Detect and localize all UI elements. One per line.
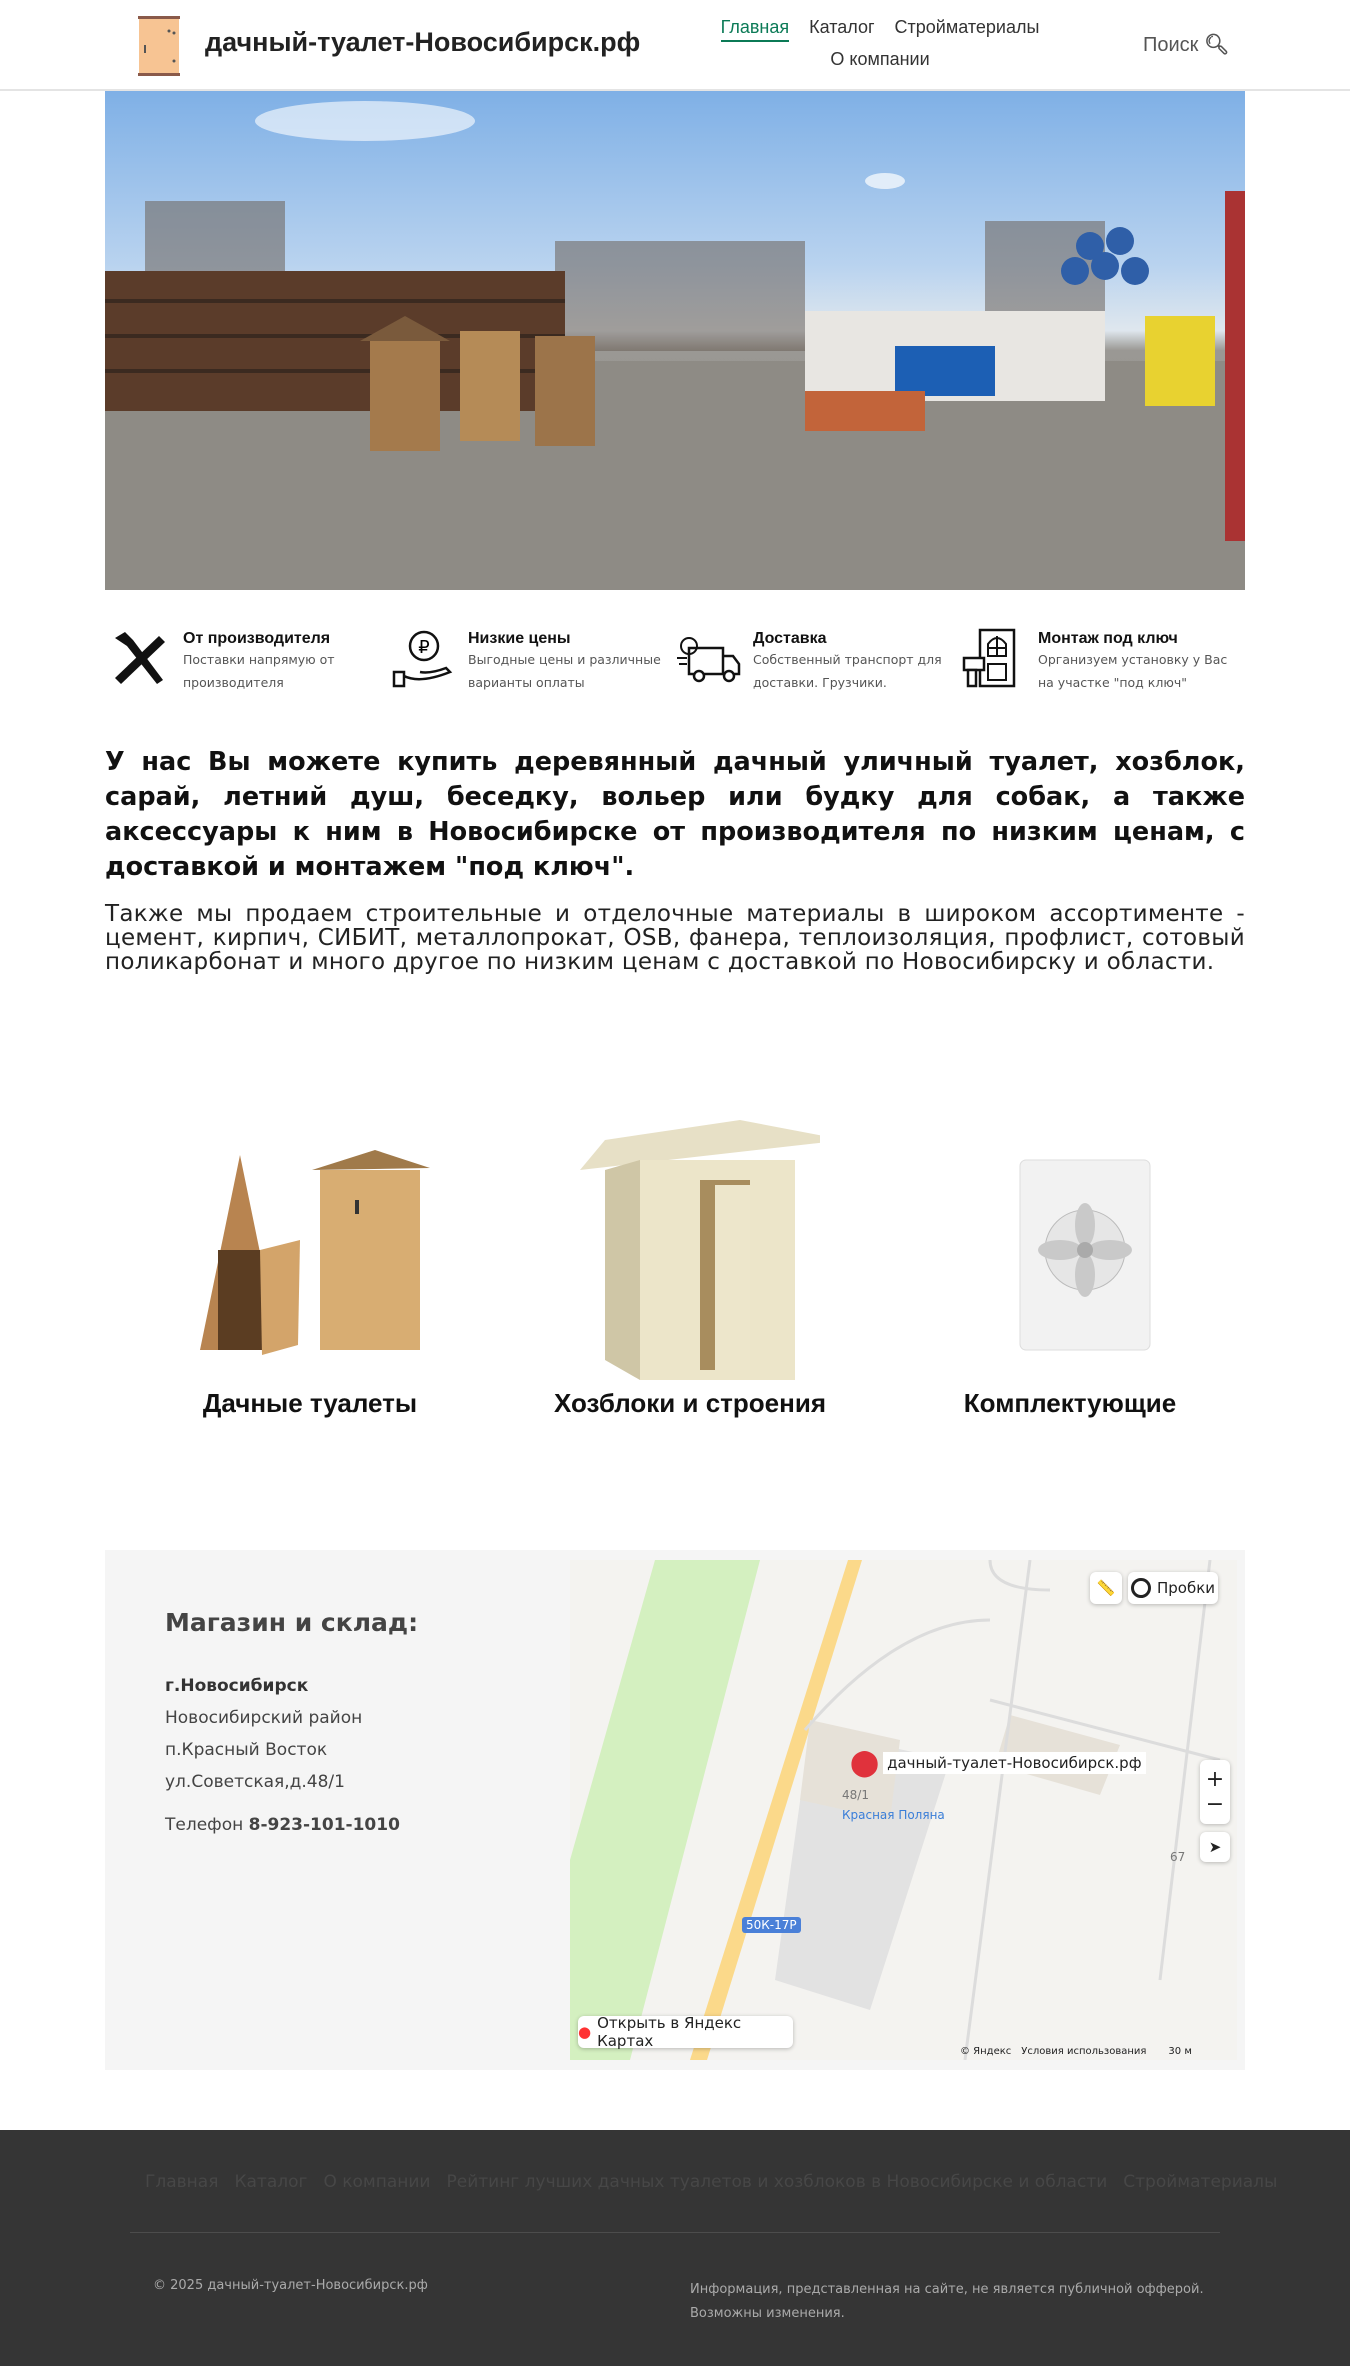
phone-number[interactable]: 8-923-101-1010 bbox=[248, 1815, 400, 1835]
features-row bbox=[105, 628, 1245, 694]
fan-image bbox=[940, 1110, 1200, 1380]
ruler-button[interactable] bbox=[1090, 1572, 1122, 1604]
yandex-map[interactable] bbox=[570, 1560, 1237, 2060]
footer bbox=[0, 2130, 1350, 2366]
feature-title: Доставка bbox=[753, 630, 827, 647]
nav-building-materials[interactable]: Стройматериалы bbox=[894, 17, 1040, 37]
footer-link-rating[interactable]: Рейтинг лучших дачных туалетов и хозблоков в Новосибирске и области bbox=[446, 2172, 1108, 2192]
feature-title: От производителя bbox=[183, 630, 331, 647]
address-settlement: п.Красный Восток bbox=[165, 1740, 328, 1760]
feature-text: Собственный транспорт для доставки. Грузчики. bbox=[753, 652, 942, 690]
location-arrow-icon: ➤ bbox=[1208, 1838, 1222, 1856]
category-title: Хозблоки и строения bbox=[554, 1388, 826, 1418]
ruler-icon: 📏 bbox=[1096, 1579, 1116, 1597]
open-label: Открыть в Яндекс Картах bbox=[597, 2014, 742, 2050]
footer-links bbox=[145, 2172, 1293, 2192]
phone bbox=[165, 1815, 400, 1835]
toilets-image bbox=[180, 1110, 440, 1380]
contacts-section bbox=[105, 1550, 1245, 2070]
geolocation-button[interactable] bbox=[1200, 1832, 1230, 1862]
address bbox=[165, 1670, 362, 1798]
footer-link-materials[interactable]: Стройматериалы bbox=[1123, 2172, 1278, 2192]
search-label: Поиск bbox=[1143, 34, 1199, 56]
shop-label: Красная Поляна bbox=[842, 1808, 945, 1822]
tools-icon bbox=[105, 628, 173, 688]
phone-label: Телефон bbox=[165, 1815, 244, 1835]
category-accessories[interactable] bbox=[880, 1110, 1260, 1419]
traffic-icon bbox=[1131, 1578, 1151, 1598]
nav-row-2 bbox=[680, 44, 1080, 76]
pin-icon: ● bbox=[578, 2023, 592, 2041]
feature-title: Монтаж под ключ bbox=[1038, 630, 1178, 647]
category-title: Комплектующие bbox=[963, 1388, 1177, 1418]
footer-link-home[interactable]: Главная bbox=[145, 2172, 219, 2192]
map-marker[interactable] bbox=[850, 1748, 1146, 1778]
zoom-in-button[interactable]: + bbox=[1205, 1767, 1225, 1792]
warehouse-photo bbox=[105, 91, 1245, 590]
delivery-truck-icon bbox=[675, 628, 743, 688]
intro-text-materials: Также мы продаем строительные и отделочные материалы в широком ассортименте - цемент, кирпич, СИБИТ, металлопрокат, OSB, фанера, теплоизоляция, профлист, сотовый поликарбонат и много другое по низким ценам с доставкой по Новосибирску и области. bbox=[105, 901, 1245, 975]
disclaimer-line: Возможны изменения. bbox=[690, 2306, 845, 2321]
contacts-title: Магазин и склад: bbox=[165, 1608, 419, 1637]
logo-toilet-icon[interactable] bbox=[136, 15, 182, 76]
nav-row-1 bbox=[680, 12, 1080, 44]
search-button[interactable] bbox=[1143, 32, 1229, 57]
disclaimer-line: Информация, представленная на сайте, не является публичной офферой. bbox=[690, 2282, 1204, 2297]
feature-title: Низкие цены bbox=[468, 630, 571, 647]
map-copyright: © Яндекс bbox=[960, 2046, 1012, 2057]
pin-icon: ⬤ bbox=[850, 1748, 880, 1778]
category-toilets[interactable] bbox=[120, 1110, 500, 1419]
open-in-yandex-maps-button[interactable] bbox=[578, 2016, 793, 2048]
footer-link-about[interactable]: О компании bbox=[323, 2172, 431, 2192]
map-terms-link[interactable]: Условия использования bbox=[1021, 2046, 1147, 2057]
zoom-controls bbox=[1200, 1760, 1230, 1824]
nav-about[interactable]: О компании bbox=[830, 49, 930, 69]
category-sheds[interactable] bbox=[500, 1110, 880, 1419]
feature-text: Поставки напрямую от производителя bbox=[183, 652, 335, 690]
shed-image bbox=[560, 1110, 820, 1380]
hero-image bbox=[105, 91, 1245, 590]
svg-text:₽: ₽ bbox=[418, 637, 430, 658]
ruble-hand-icon bbox=[390, 628, 458, 688]
footer-divider bbox=[130, 2232, 1220, 2233]
search-icon: 🔍︎ bbox=[1203, 34, 1230, 56]
site-title[interactable]: дачный-туалет-Новосибирск.рф bbox=[205, 27, 641, 57]
feature-delivery bbox=[675, 628, 960, 694]
category-title: Дачные туалеты bbox=[202, 1388, 418, 1418]
road-label: 50К-17Р bbox=[742, 1917, 801, 1933]
main-nav bbox=[680, 12, 1080, 76]
map-scale: 30 м bbox=[1168, 2046, 1192, 2057]
feature-manufacturer bbox=[105, 628, 390, 694]
feature-installation bbox=[960, 628, 1245, 694]
traffic-button[interactable] bbox=[1128, 1572, 1218, 1604]
footer-link-catalog[interactable]: Каталог bbox=[234, 2172, 308, 2192]
house-number: 48/1 bbox=[842, 1788, 869, 1802]
intro-text: У нас Вы можете купить деревянный дачный уличный туалет, хозблок, сарай, летний душ, беседку, вольер или будку для собак, а также аксессуары к ним в Новосибирске от производителя по низким ценам, с доставкой и монтажем "под ключ". bbox=[105, 747, 1245, 882]
address-street: ул.Советская,д.48/1 bbox=[165, 1772, 345, 1792]
header bbox=[0, 0, 1350, 91]
zoom-out-button[interactable]: − bbox=[1205, 1792, 1225, 1817]
nav-catalog[interactable]: Каталог bbox=[809, 17, 875, 37]
nav-home[interactable]: Главная bbox=[721, 14, 790, 42]
feature-text: Выгодные цены и различные варианты оплаты bbox=[468, 652, 661, 690]
traffic-label: Пробки bbox=[1156, 1579, 1216, 1597]
address-district: Новосибирский район bbox=[165, 1708, 363, 1728]
address-city: г.Новосибирск bbox=[165, 1676, 309, 1696]
footer-disclaimer bbox=[690, 2278, 1204, 2326]
footer-copyright: © 2025 дачный-туалет-Новосибирск.рф bbox=[153, 2278, 428, 2293]
feature-text: Организуем установку у Вас на участке "под ключ" bbox=[1038, 652, 1228, 690]
map-footer bbox=[960, 2046, 1192, 2057]
marker-label: дачный-туалет-Новосибирск.рф bbox=[883, 1752, 1145, 1774]
house-number-2: 67 bbox=[1170, 1850, 1186, 1864]
feature-low-prices bbox=[390, 628, 675, 694]
drill-window-icon bbox=[960, 628, 1028, 688]
